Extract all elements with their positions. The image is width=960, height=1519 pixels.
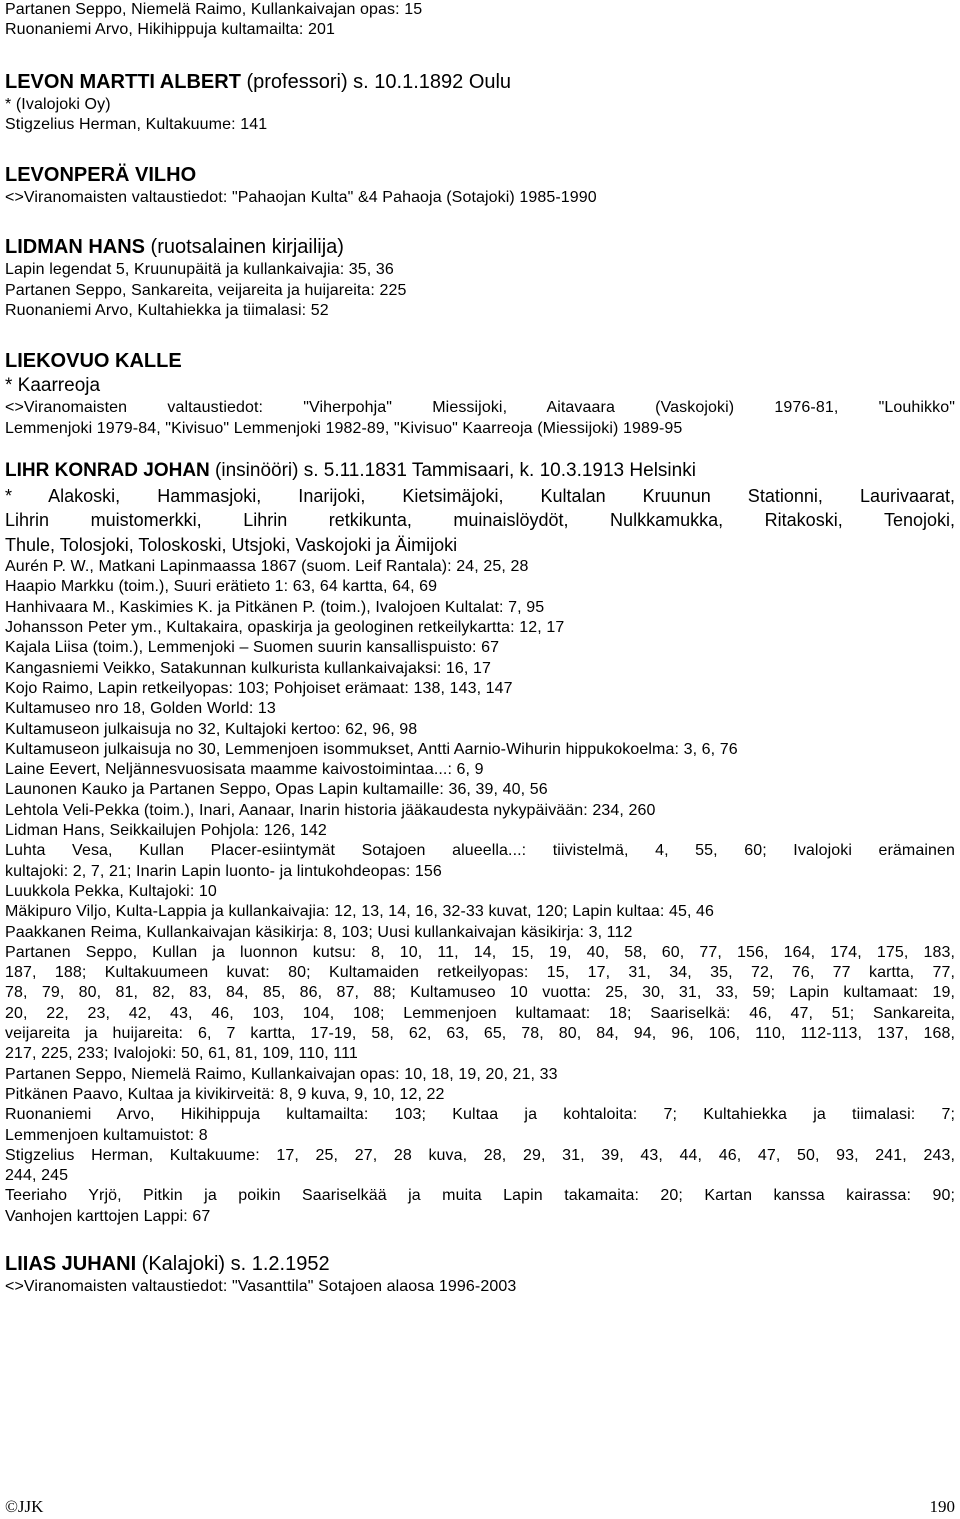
place-line: Lihrin muistomerkki, Lihrin retkikunta, muinaislöydöt, Nulkkamukka, Ritakoski, Tenojoki, xyxy=(5,510,955,531)
reference-line: Teeriaho Yrjö, Pitkin ja poikin Saariselkää ja muita Lapin takamaita: 20; Kartan kanssa kairassa: 90; xyxy=(5,1187,955,1205)
page-footer xyxy=(5,1497,955,1517)
page-number: 190 xyxy=(929,1497,955,1516)
reference-line: Partanen Seppo, Kullan ja luonnon kutsu: 8, 10, 11, 14, 15, 19, 40, 58, 60, 77, 156, 164, 174, 175, 183, xyxy=(5,943,955,961)
entry-heading xyxy=(5,1251,955,1277)
entry-sub: * Kaarreoja xyxy=(5,375,101,397)
entry-heading xyxy=(5,234,955,260)
copyright-mark: ©JJK xyxy=(5,1497,44,1516)
entry-levon xyxy=(5,69,955,136)
entry-lidman xyxy=(5,234,955,321)
entry-line: <>Viranomaisten valtaustiedot: "Vasanttila" Sotajoen alaosa 1996-2003 xyxy=(5,1277,517,1295)
entry-heading xyxy=(5,348,955,374)
reference-line: Kangasniemi Veikko, Satakunnan kulkurista kullankaivajaksi: 16, 17 xyxy=(5,659,491,677)
reference-line: Kultamuseon julkaisuja no 32, Kultajoki kertoo: 62, 96, 98 xyxy=(5,720,418,738)
place-list xyxy=(5,484,955,557)
reference-line: 217, 225, 233; Ivalojoki: 50, 61, 81, 109, 110, 111 xyxy=(5,1045,358,1063)
entry-name: LIDMAN HANS xyxy=(5,236,145,259)
reference-line: Partanen Seppo, Sankareita, veijareita ja huijareita: 225 xyxy=(5,281,407,299)
entry-liekovuo xyxy=(5,348,955,439)
entry-name: LEVON MARTTI ALBERT xyxy=(5,70,241,93)
reference-line: Lehtola Veli-Pekka (toim.), Inari, Aanaar, Inarin historia jääkaudesta nykypäivään: 234, 260 xyxy=(5,801,656,819)
reference-line: Mäkipuro Viljo, Kulta-Lappia ja kullankaivajia: 12, 13, 14, 16, 32-33 kuvat, 120; Lapin kultaa: 45, 46 xyxy=(5,903,715,921)
reference-line: 78, 79, 80, 81, 82, 83, 84, 85, 86, 87, 88; Kultamuseo 10 vuotta: 25, 30, 31, 33, 59; Lapin kultamaat: 19, xyxy=(5,984,955,1002)
entry-name: LIEKOVUO KALLE xyxy=(5,350,182,373)
entry-line: * (Ivalojoki Oy) xyxy=(5,95,111,113)
reference-line: Hanhivaara M., Kaskimies K. ja Pitkänen P. (toim.), Ivalojoen Kultalat: 7, 95 xyxy=(5,598,545,616)
reference-line: Ruonaniemi Arvo, Hikihippuja kultamailta: 201 xyxy=(5,21,336,39)
reference-line: Laine Eevert, Neljännesvuosisata maamme kaivostoimintaa...: 6, 9 xyxy=(5,761,484,779)
reference-line: veijareita ja huijareita: 6, 7 kartta, 17-19, 58, 62, 63, 65, 78, 80, 84, 94, 96, 106, 110, 112-113, 137, 168, xyxy=(5,1025,955,1043)
reference-line: Partanen Seppo, Niemelä Raimo, Kullankaivajan opas: 15 xyxy=(5,1,423,18)
entry-line: Lemmenjoki 1979-84, "Kivisuo" Lemmenjoki 1982-89, "Kivisuo" Kaarreoja (Miessijoki) 1989-95 xyxy=(5,419,683,437)
reference-line: Pitkänen Paavo, Kultaa ja kivikirveitä: 8, 9 kuva, 9, 10, 12, 22 xyxy=(5,1085,445,1103)
entry-name: LIHR KONRAD JOHAN xyxy=(5,459,210,481)
entry-info: (Kalajoki) s. 1.2.1952 xyxy=(136,1252,330,1275)
top-references xyxy=(5,0,955,41)
reference-line: 244, 245 xyxy=(5,1167,69,1185)
entry-heading xyxy=(5,458,955,484)
reference-line: Lapin legendat 5, Kruunupäitä ja kullankaivajia: 35, 36 xyxy=(5,261,394,279)
reference-line: Lidman Hans, Seikkailujen Pohjola: 126, 142 xyxy=(5,822,327,840)
reference-line: Vanhojen karttojen Lappi: 67 xyxy=(5,1207,211,1225)
reference-line: Stigzelius Herman, Kultakuume: 141 xyxy=(5,115,268,133)
document-page xyxy=(5,0,955,1297)
reference-line: Johansson Peter ym., Kultakaira, opaskirja ja geologinen retkeilykartta: 12, 17 xyxy=(5,619,565,637)
reference-line: kultajoki: 2, 7, 21; Inarin Lapin luonto- ja lintukohdeopas: 156 xyxy=(5,862,442,880)
reference-line: Paakkanen Reima, Kullankaivajan käsikirja: 8, 103; Uusi kullankaivajan käsikirja: 3, 112 xyxy=(5,923,633,941)
reference-line: Partanen Seppo, Niemelä Raimo, Kullankaivajan opas: 10, 18, 19, 20, 21, 33 xyxy=(5,1065,558,1083)
reference-line: Kojo Raimo, Lapin retkeilyopas: 103; Pohjoiset erämaat: 138, 143, 147 xyxy=(5,679,513,697)
reference-line: Kajala Liisa (toim.), Lemmenjoki – Suomen suurin kansallispuisto: 67 xyxy=(5,639,500,657)
reference-line: Haapio Markku (toim.), Suuri erätieto 1: 63, 64 kartta, 64, 69 xyxy=(5,578,438,596)
entry-lihr xyxy=(5,458,955,1227)
entry-info: (professori) s. 10.1.1892 Oulu xyxy=(240,70,512,93)
reference-line: Kultamuseo nro 18, Golden World: 13 xyxy=(5,700,276,718)
reference-line: Ruonaniemi Arvo, Kultahiekka ja tiimalasi: 52 xyxy=(5,302,329,320)
reference-line: Lemmenjoen kultamuistot: 8 xyxy=(5,1126,208,1144)
reference-line: 20, 22, 23, 42, 43, 46, 103, 104, 108; Lemmenjoen kultamaat: 18; Saariselkä: 46, 47, 51; Sankareita, xyxy=(5,1004,955,1022)
entry-heading xyxy=(5,69,955,95)
reference-line: Stigzelius Herman, Kultakuume: 17, 25, 27, 28 kuva, 28, 29, 31, 39, 43, 44, 46, 47, 50, 93, 241, 243, xyxy=(5,1146,955,1164)
place-line: * Alakoski, Hammasjoki, Inarijoki, Kietsimäjoki, Kultalan Kruunun Stationni, Laurivaarat, xyxy=(5,485,955,506)
reference-line: 187, 188; Kultakuumeen kuvat: 80; Kultamaiden retkeilyopas: 15, 17, 31, 34, 35, 72, 76, 77 kartta, 77, xyxy=(5,964,955,982)
place-line: Thule, Tolosjoki, Toloskoski, Utsjoki, Vaskojoki ja Äimijoki xyxy=(5,534,458,555)
reference-line: Aurén P. W., Matkani Lapinmaassa 1867 (suom. Leif Rantala): 24, 25, 28 xyxy=(5,558,529,576)
reference-line: Luukkola Pekka, Kultajoki: 10 xyxy=(5,882,217,900)
entry-name: LIIAS JUHANI xyxy=(5,1252,137,1275)
entry-info: (ruotsalainen kirjailija) xyxy=(145,236,344,259)
entry-name: LEVONPERÄ VILHO xyxy=(5,164,197,187)
entry-info: (insinööri) s. 5.11.1831 Tammisaari, k. 10.3.1913 Helsinki xyxy=(209,459,696,481)
entry-heading xyxy=(5,162,955,188)
reference-list xyxy=(5,557,955,1227)
entry-line: <>Viranomaisten valtaustiedot: "Viherpohja" Miessijoki, Aitavaara (Vaskojoki) 1976-81, "Louhikko" xyxy=(5,399,955,417)
reference-line: Luhta Vesa, Kullan Placer-esiintymät Sotajoen alueella...: tiivistelmä, 4, 55, 60; Ivalojoki erämainen xyxy=(5,842,955,860)
reference-line: Kultamuseon julkaisuja no 30, Lemmenjoen isommukset, Antti Aarnio-Wihurin hippukokoelma: 3, 6, 76 xyxy=(5,740,738,758)
reference-line: Launonen Kauko ja Partanen Seppo, Opas Lapin kultamaille: 36, 39, 40, 56 xyxy=(5,781,548,799)
entry-levonpera xyxy=(5,162,955,208)
entry-liias xyxy=(5,1251,955,1297)
entry-line: <>Viranomaisten valtaustiedot: "Pahaojan Kulta" &4 Pahaoja (Sotajoki) 1985-1990 xyxy=(5,189,597,207)
reference-line: Ruonaniemi Arvo, Hikihippuja kultamailta: 103; Kultaa ja kohtaloita: 7; Kultahiekka ja tiimalasi: 7; xyxy=(5,1106,955,1124)
